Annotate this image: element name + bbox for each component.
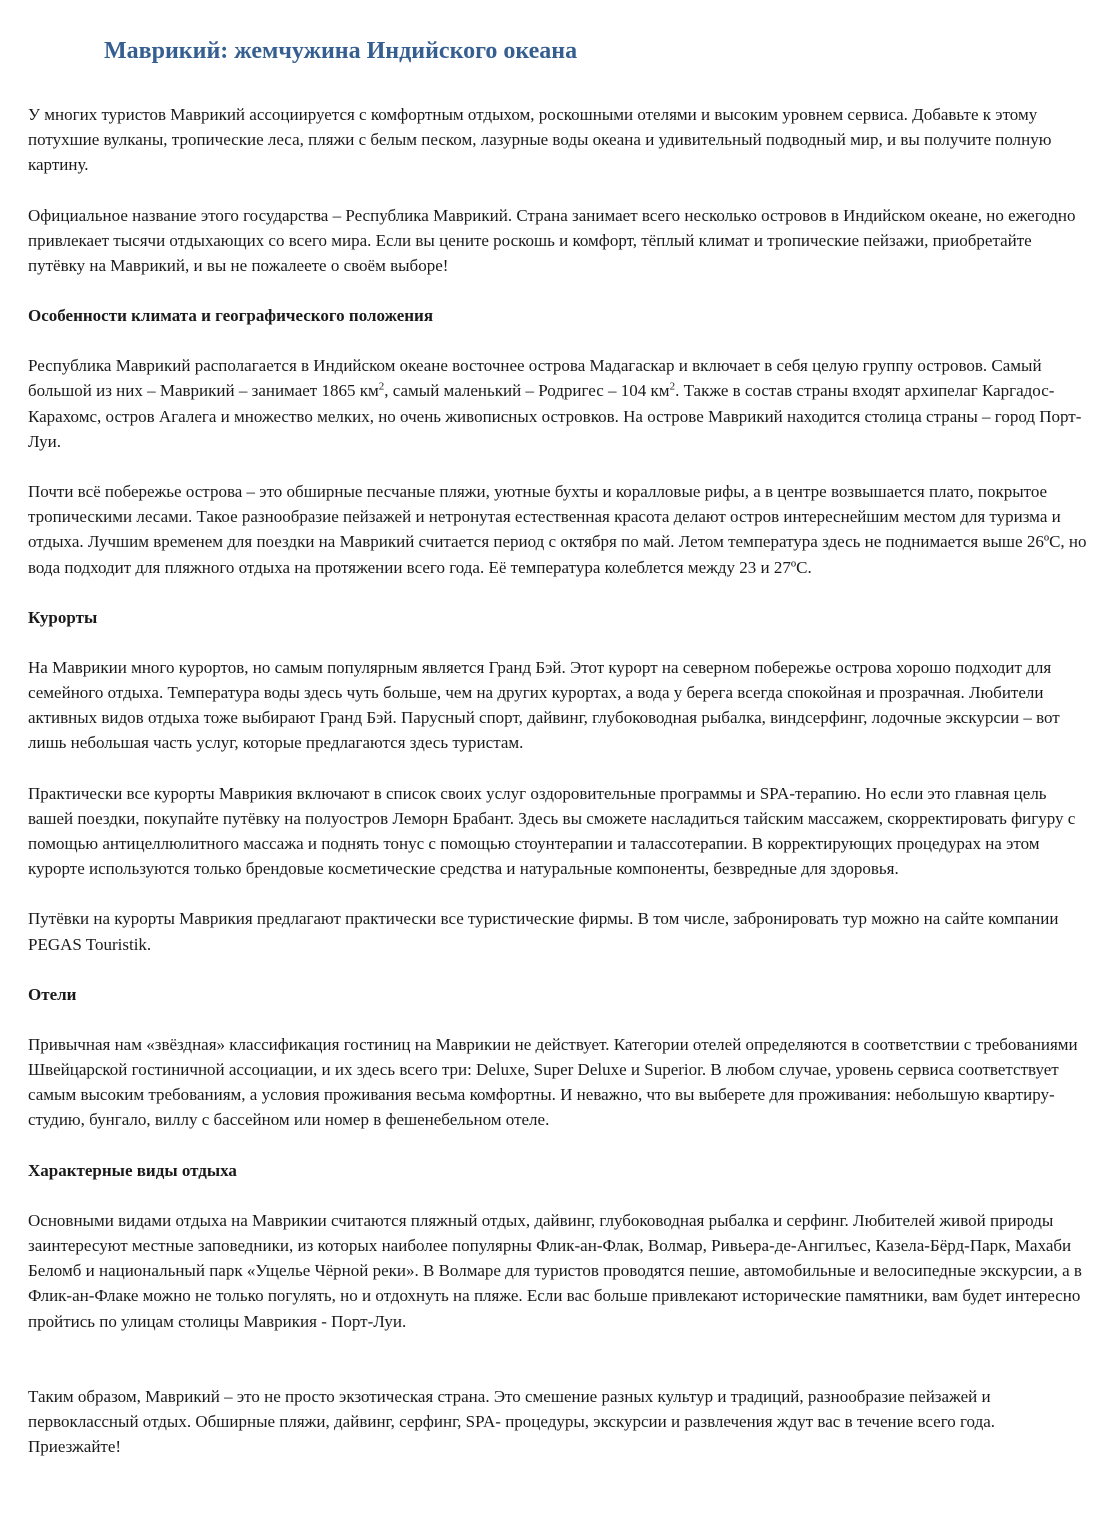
climate-paragraph-2: Почти всё побережье острова – это обширные песчаные пляжи, уютные бухты и коралловые рифы, а в центре возвышается плато, покрытое тропическими лесами. Такое разнообразие пейзажей и нетронутая естественная красота делают остров интереснейшим местом для туризма и отдыха. Лучшим временем для поездки на Маврикий считается период с октября по май. Летом температура здесь не поднимается выше 26ºС, но вода подходит для пляжного отдыха на протяжении всего года. Её температура колеблется между 23 и 27ºС. xyxy=(28,482,1087,577)
page-title: Маврикий: жемчужина Индийского океана xyxy=(104,38,578,64)
resorts-paragraph-3: Путёвки на курорты Маврикия предлагают практически все туристические фирмы. В том числе, забронировать тур можно на сайте компании PEGAS Touristik. xyxy=(28,909,1059,954)
intro-paragraph-2: Официальное название этого государства – Республика Маврикий. Страна занимает всего несколько островов в Индийском океане, но ежегодно привлекает тысячи отдыхающих со всего мира. Если вы цените роскошь и комфорт, тёплый климат и тропические пейзажи, приобретайте путёвку на Маврикий, и вы не пожалеете о своём выборе! xyxy=(28,205,1076,276)
leisure-heading: Характерные виды отдыха xyxy=(28,1160,237,1180)
hotels-paragraph-1: Привычная нам «звёздная» классификация гостиниц на Маврикии не действует. Категории отелей определяются в соответствии с требованиями Швейцарской гостиничной ассоциации, и их здесь всего три: Deluxe, Super Deluxe и Superior. В любом случае, уровень сервиса соответствует самым высоким требованиям, а условия проживания весьма комфортны. И неважно, что вы выберете для проживания: небольшую квартиру-студию, бунгало, виллу с бассейном или номер в фешенебельном отеле. xyxy=(28,1034,1078,1130)
resorts-heading: Курорты xyxy=(28,607,98,627)
resorts-paragraph-1: На Маврикии много курортов, но самым популярным является Гранд Бэй. Этот курорт на северном побережье острова хорошо подходит для семейного отдыха. Температура воды здесь чуть больше, чем на других курортах, а вода у берега всегда спокойная и прозрачная. Любители активных видов отдыха тоже выбирают Гранд Бэй. Парусный спорт, дайвинг, глубоководная рыбалка, виндсерфинг, лодочные экскурсии – вот лишь небольшая часть услуг, которые предлагаются здесь туристам. xyxy=(28,657,1060,753)
intro-paragraph-1: У многих туристов Маврикий ассоциируется с комфортным отдыхом, роскошными отелями и высоким уровнем сервиса. Добавьте к этому потухшие вулканы, тропические леса, пляжи с белым песком, лазурные воды океана и удивительный подводный мир, и вы получите полную картину. xyxy=(28,105,1052,175)
climate-heading: Особенности климата и географического положения xyxy=(28,306,434,326)
document-page xyxy=(28,36,1092,1484)
hotels-heading: Отели xyxy=(28,984,77,1004)
resorts-paragraph-2: Практически все курорты Маврикия включают в список своих услуг оздоровительные программы и SPA-терапию. Но если это главная цель вашей поездки, покупайте путёвку на полуостров Леморн Брабант. Здесь вы сможете насладиться тайским массажем, скорректировать фигуру с помощью антицеллюлитного массажа и поднять тонус с помощью стоунтерапии и талассотерапии. В корректирующих процедурах на этом курорте используются только брендовые косметические средства и натуральные компоненты, безвредные для здоровья. xyxy=(28,783,1076,879)
leisure-paragraph-1: Основными видами отдыха на Маврикии считаются пляжный отдых, дайвинг, глубоководная рыбалка и серфинг. Любителей живой природы заинтересуют местные заповедники, из которых наиболее популярны Флик-ан-Флак, Волмар, Ривьера-де-Ангилъес, Казела-Бёрд-Парк, Махаби Беломб и национальный парк «Ущелье Чёрной реки». В Волмаре для туристов проводятся пешие, автомобильные и велосипедные экскурсии, а в Флик-ан-Флаке можно не только погулять, но и отдохнуть на пляже. Если вас больше привлекают исторические памятники, вам будет интересно пройтись по улицам столицы Маврикия - Порт-Луи. xyxy=(28,1210,1082,1331)
climate-paragraph-1: Республика Маврикий располагается в Индийском океане восточнее острова Мадагаскар и включает в себя целую группу островов. Самый большой из них – Маврикий – занимает 1865 $км^2$, самый маленький – Родригес – 104 $км^2$. Также в состав страны входят архипелаг Каргадос-Карахомс, остров Агалега и множество мелких, но очень живописных островков. На острове Маврикий находится столица страны – город Порт-Луи. xyxy=(28,356,1082,451)
conclusion-paragraph: Таким образом, Маврикий – это не просто экзотическая страна. Это смешение разных культур и традиций, разнообразие пейзажей и первоклассный отдых. Обширные пляжи, дайвинг, серфинг, SPA- процедуры, экскурсии и развлечения ждут вас в течение всего года. Приезжайте! xyxy=(28,1386,996,1457)
